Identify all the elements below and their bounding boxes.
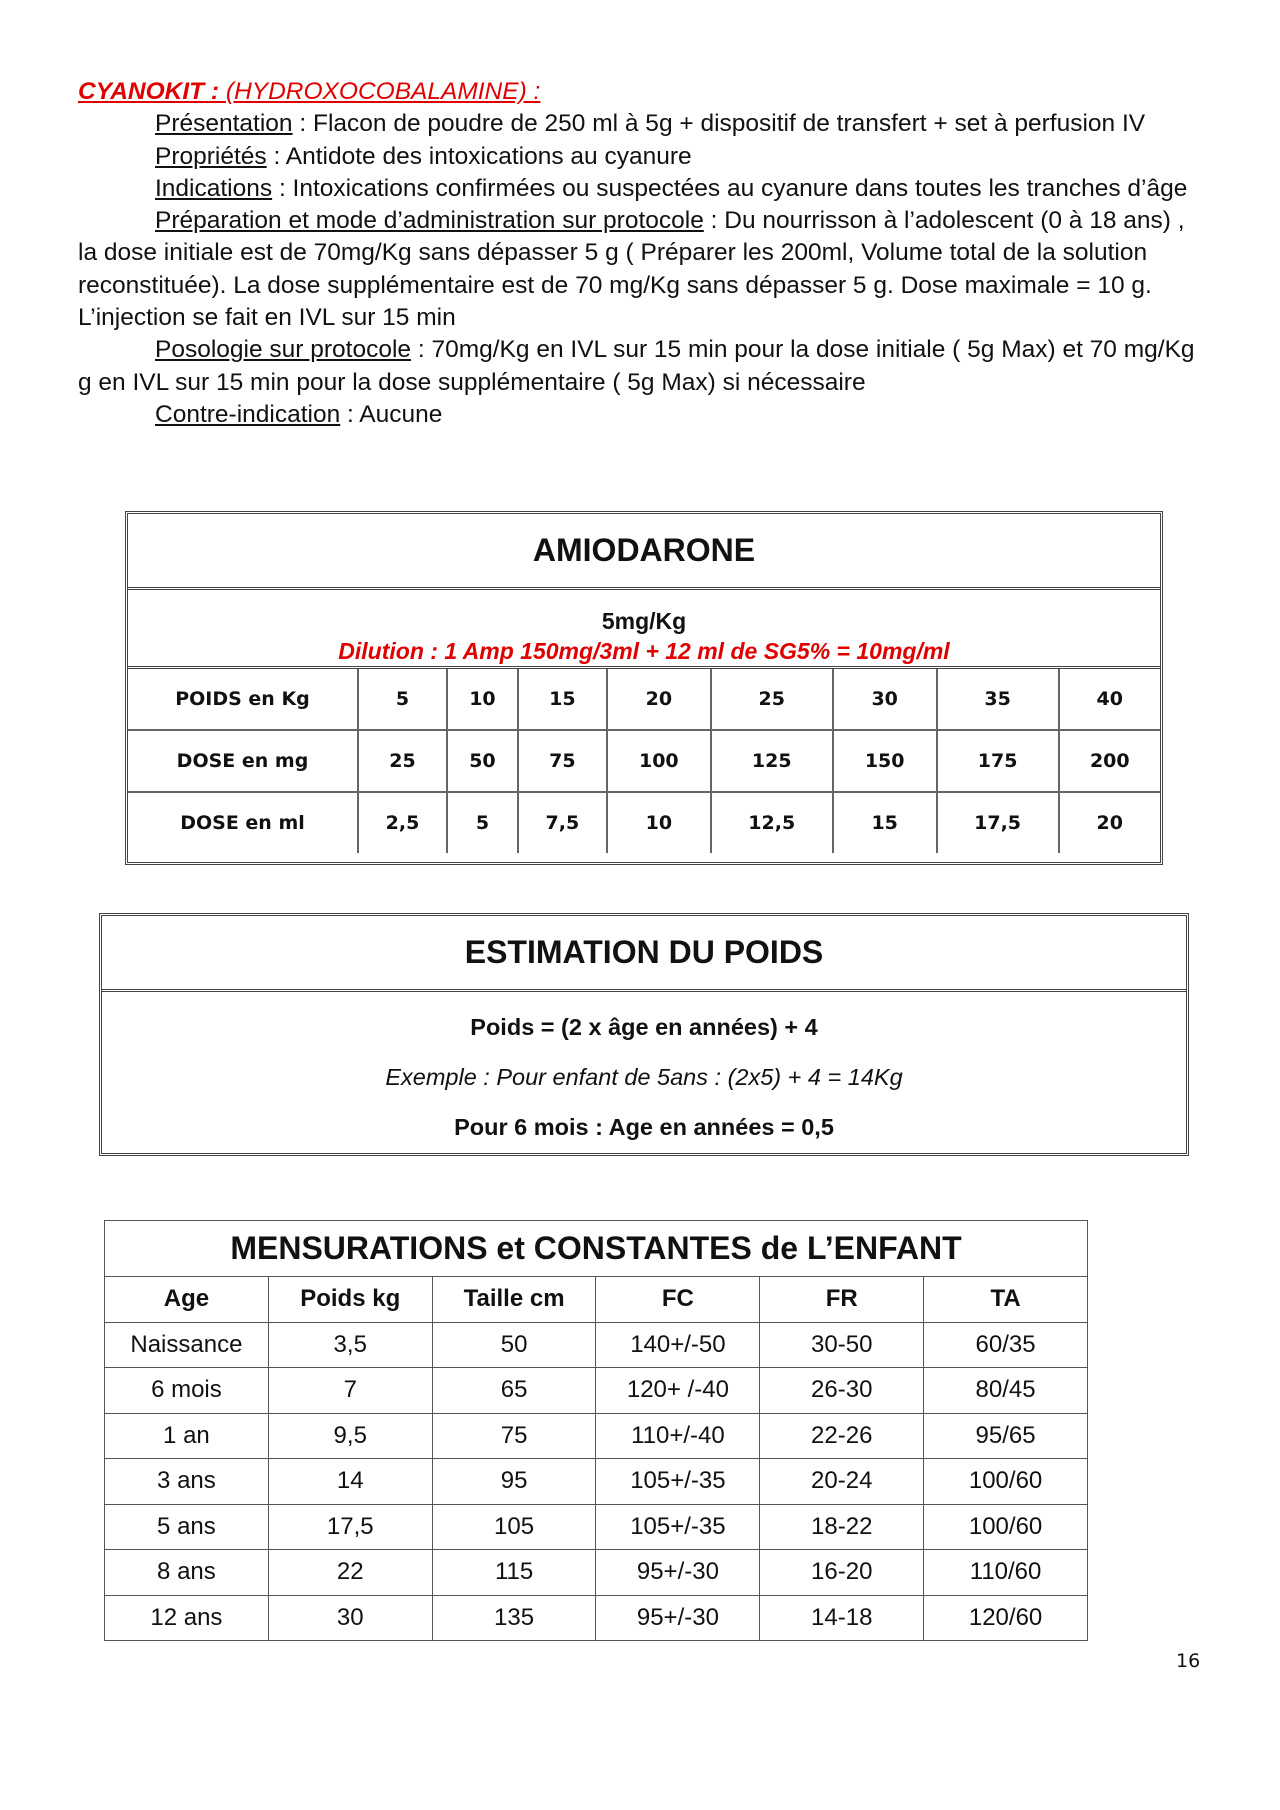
mensurations-title: MENSURATIONS et CONSTANTES de L’ENFANT — [105, 1221, 1088, 1277]
amiodarone-cell: 2,5 — [358, 792, 447, 853]
mensurations-row — [105, 1504, 1088, 1550]
mensurations-cell: 16-20 — [760, 1550, 924, 1596]
mensurations-cell: 135 — [432, 1595, 596, 1641]
mensurations-row — [105, 1595, 1088, 1641]
mensurations-cell: 14-18 — [760, 1595, 924, 1641]
mensurations-cell: 80/45 — [924, 1368, 1088, 1414]
mensurations-cell: 20-24 — [760, 1459, 924, 1505]
mensurations-cell: 60/35 — [924, 1322, 1088, 1368]
cyanokit-section — [78, 76, 1208, 431]
mensurations-column-header: Poids kg — [268, 1277, 432, 1323]
mensurations-cell: 140+/-50 — [596, 1322, 760, 1368]
cyanokit-title: CYANOKIT : (HYDROXOCOBALAMINE) : — [78, 78, 541, 105]
mensurations-cell: 50 — [432, 1322, 596, 1368]
mensurations-column-header: TA — [924, 1277, 1088, 1323]
mensurations-cell: 7 — [268, 1368, 432, 1414]
amiodarone-row — [128, 730, 1160, 792]
amiodarone-cell: 50 — [447, 730, 518, 792]
mensurations-cell: 95 — [432, 1459, 596, 1505]
amiodarone-cell: 5 — [447, 792, 518, 853]
mensurations-cell: 5 ans — [105, 1504, 269, 1550]
amiodarone-dilution-block — [128, 590, 1160, 669]
amiodarone-row-label: POIDS en Kg — [128, 669, 358, 730]
cyanokit-presentation: Présentation : Flacon de poudre de 250 ml à 5g + dispositif de transfert + set à perfusion IV — [155, 110, 1146, 138]
amiodarone-title: AMIODARONE — [128, 514, 1160, 590]
amiodarone-cell: 10 — [447, 669, 518, 730]
mensurations-cell: 6 mois — [105, 1368, 269, 1414]
estimation-box — [99, 913, 1189, 1156]
mensurations-section — [104, 1220, 1088, 1641]
cyanokit-proprietes: Propriétés : Antidote des intoxications au cyanure — [155, 142, 692, 170]
mensurations-cell: 100/60 — [924, 1504, 1088, 1550]
estimation-title: ESTIMATION DU POIDS — [102, 916, 1186, 992]
mensurations-cell: Naissance — [105, 1322, 269, 1368]
mensurations-cell: 26-30 — [760, 1368, 924, 1414]
mensurations-cell: 105+/-35 — [596, 1459, 760, 1505]
mensurations-cell: 17,5 — [268, 1504, 432, 1550]
cyanokit-preparation: Préparation et mode d’administration sur protocole : Du nourrisson à l’adolescent (0 à 18 ans) , la dose initiale est de 70mg/Kg sans dépasser 5 g ( Préparer les 200ml, Volume total de la solution reconstituée). La dose supplémentaire est de 70 mg/Kg sans dépasser 5 g. Dose maximale = 10 g. L’injection se fait en IVL sur 15 min — [78, 207, 1185, 332]
amiodarone-cell: 12,5 — [711, 792, 833, 853]
mensurations-cell: 105+/-35 — [596, 1504, 760, 1550]
cyanokit-posologie: Posologie sur protocole : 70mg/Kg en IVL sur 15 min pour la dose initiale ( 5g Max) et 70 mg/Kg g en IVL sur 15 min pour la dose supplémentaire ( 5g Max) si nécessaire — [78, 336, 1195, 396]
mensurations-column-header: Taille cm — [432, 1277, 596, 1323]
amiodarone-dose: 5mg/Kg — [601, 608, 687, 634]
mensurations-row — [105, 1368, 1088, 1414]
mensurations-cell: 115 — [432, 1550, 596, 1596]
amiodarone-cell: 10 — [607, 792, 711, 853]
mensurations-row — [105, 1413, 1088, 1459]
amiodarone-dilution: Dilution : 1 Amp 150mg/3ml + 12 ml de SG5% = 10mg/ml — [338, 638, 950, 664]
amiodarone-cell: 5 — [358, 669, 447, 730]
mensurations-cell: 95+/-30 — [596, 1595, 760, 1641]
estimation-body — [102, 992, 1186, 1152]
page-number: 16 — [1176, 1650, 1201, 1672]
mensurations-cell: 8 ans — [105, 1550, 269, 1596]
mensurations-cell: 110/60 — [924, 1550, 1088, 1596]
amiodarone-cell: 15 — [833, 792, 937, 853]
mensurations-column-header: FR — [760, 1277, 924, 1323]
mensurations-cell: 100/60 — [924, 1459, 1088, 1505]
mensurations-cell: 65 — [432, 1368, 596, 1414]
cyanokit-indications: Indications : Intoxications confirmées ou suspectées au cyanure dans toutes les tranches d’âge — [155, 174, 1188, 202]
amiodarone-box — [125, 511, 1163, 865]
amiodarone-table — [128, 669, 1160, 853]
mensurations-column-header: FC — [596, 1277, 760, 1323]
amiodarone-cell: 20 — [1059, 792, 1160, 853]
amiodarone-cell: 100 — [607, 730, 711, 792]
mensurations-cell: 14 — [268, 1459, 432, 1505]
amiodarone-cell: 25 — [358, 730, 447, 792]
mensurations-cell: 9,5 — [268, 1413, 432, 1459]
amiodarone-cell: 7,5 — [518, 792, 607, 853]
cyanokit-contre-indication: Contre-indication : Aucune — [155, 400, 443, 428]
amiodarone-cell: 200 — [1059, 730, 1160, 792]
mensurations-cell: 22-26 — [760, 1413, 924, 1459]
mensurations-cell: 95+/-30 — [596, 1550, 760, 1596]
mensurations-cell: 30 — [268, 1595, 432, 1641]
mensurations-cell: 110+/-40 — [596, 1413, 760, 1459]
amiodarone-cell: 20 — [607, 669, 711, 730]
amiodarone-row — [128, 669, 1160, 730]
mensurations-cell: 120+ /-40 — [596, 1368, 760, 1414]
mensurations-cell: 3,5 — [268, 1322, 432, 1368]
amiodarone-row-label: DOSE en ml — [128, 792, 358, 853]
mensurations-cell: 1 an — [105, 1413, 269, 1459]
amiodarone-row — [128, 792, 1160, 853]
mensurations-cell: 95/65 — [924, 1413, 1088, 1459]
mensurations-cell: 120/60 — [924, 1595, 1088, 1641]
estimation-formula: Poids = (2 x âge en années) + 4 — [470, 1014, 818, 1040]
amiodarone-cell: 30 — [833, 669, 937, 730]
mensurations-cell: 75 — [432, 1413, 596, 1459]
mensurations-table — [104, 1220, 1088, 1641]
mensurations-column-header: Age — [105, 1277, 269, 1323]
amiodarone-cell: 150 — [833, 730, 937, 792]
mensurations-row — [105, 1459, 1088, 1505]
amiodarone-cell: 25 — [711, 669, 833, 730]
amiodarone-cell: 40 — [1059, 669, 1160, 730]
amiodarone-cell: 15 — [518, 669, 607, 730]
mensurations-cell: 105 — [432, 1504, 596, 1550]
amiodarone-cell: 175 — [937, 730, 1059, 792]
mensurations-cell: 18-22 — [760, 1504, 924, 1550]
mensurations-row — [105, 1322, 1088, 1368]
estimation-note: Pour 6 mois : Age en années = 0,5 — [454, 1114, 834, 1140]
amiodarone-cell: 17,5 — [937, 792, 1059, 853]
mensurations-cell: 30-50 — [760, 1322, 924, 1368]
amiodarone-cell: 125 — [711, 730, 833, 792]
mensurations-cell: 12 ans — [105, 1595, 269, 1641]
amiodarone-row-label: DOSE en mg — [128, 730, 358, 792]
mensurations-row — [105, 1550, 1088, 1596]
amiodarone-cell: 75 — [518, 730, 607, 792]
mensurations-cell: 3 ans — [105, 1459, 269, 1505]
mensurations-cell: 22 — [268, 1550, 432, 1596]
amiodarone-cell: 35 — [937, 669, 1059, 730]
estimation-example: Exemple : Pour enfant de 5ans : (2x5) + 4 = 14Kg — [385, 1064, 903, 1090]
